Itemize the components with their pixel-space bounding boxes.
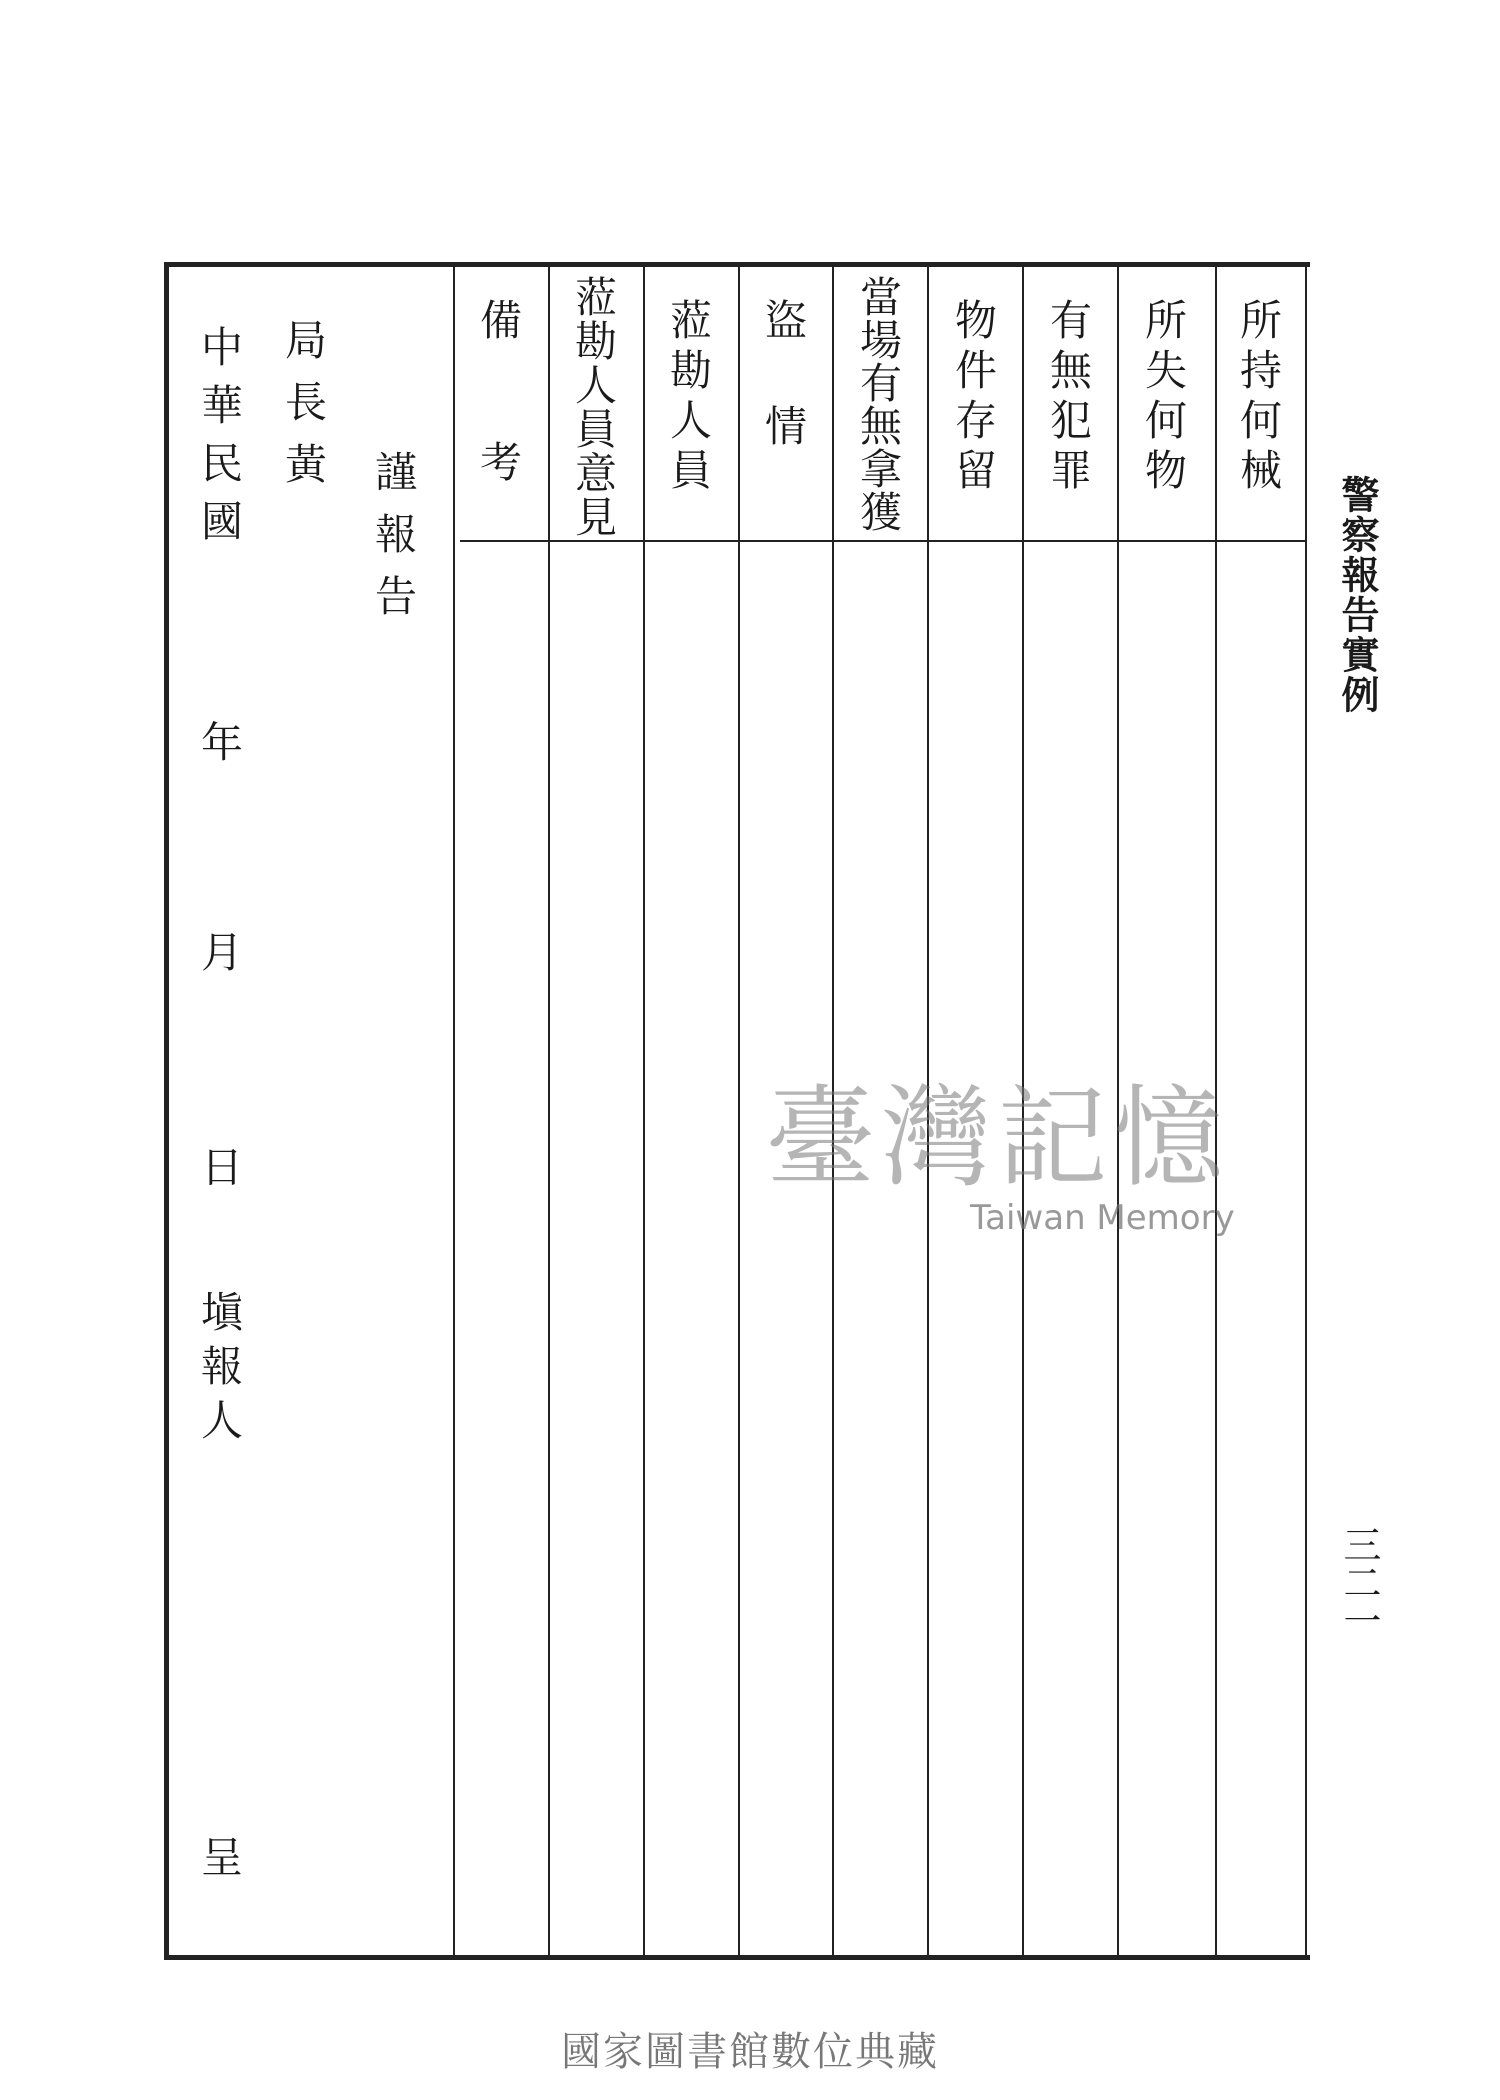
column-header-weapon: 所持何械: [1234, 298, 1283, 498]
left-border: [164, 262, 169, 1960]
column-header-arrest: 當場有無拿獲: [854, 275, 903, 533]
footer-credit: 國家圖書館數位典藏: [561, 2029, 939, 2075]
closing-phrase: 謹報告: [369, 450, 418, 636]
submit-mark: 呈: [195, 1835, 244, 1877]
date-month: 月: [195, 930, 244, 972]
header-separator: [460, 540, 1305, 542]
column-divider: [643, 267, 645, 1955]
column-divider: [1117, 267, 1119, 1955]
column-divider: [453, 267, 455, 1955]
top-border: [164, 262, 1310, 267]
watermark-chinese: 臺灣記憶: [765, 1074, 1230, 1202]
column-divider: [548, 267, 550, 1955]
reporter-label: 塡報人: [195, 1290, 244, 1452]
watermark-english: Taiwan Memory: [970, 1198, 1235, 1238]
bottom-border: [164, 1955, 1310, 1960]
date-year: 年: [195, 720, 244, 762]
right-border: [1305, 262, 1307, 1960]
column-divider: [927, 267, 929, 1955]
column-divider: [832, 267, 834, 1955]
column-divider: [1022, 267, 1024, 1955]
column-divider: [738, 267, 740, 1955]
column-header-inspector-opinion: 蒞勘人員意見: [569, 275, 618, 539]
date-day: 日: [195, 1145, 244, 1187]
date-era: 中華民國: [195, 325, 244, 557]
column-header-items-kept: 物件存留: [949, 298, 998, 498]
column-header-inspectors: 蒞勘人員: [664, 298, 713, 498]
column-header-lost-items: 所失何物: [1139, 298, 1188, 498]
column-header-theft-details: 盜情: [759, 298, 808, 510]
column-header-remarks: 備考: [474, 298, 523, 582]
page-number: 三二一: [1337, 1525, 1381, 1639]
addressee: 局長黃: [279, 318, 328, 504]
column-divider: [1215, 267, 1217, 1955]
column-header-crime: 有無犯罪: [1044, 298, 1093, 498]
running-head-title: 警察報告實例: [1335, 475, 1380, 715]
